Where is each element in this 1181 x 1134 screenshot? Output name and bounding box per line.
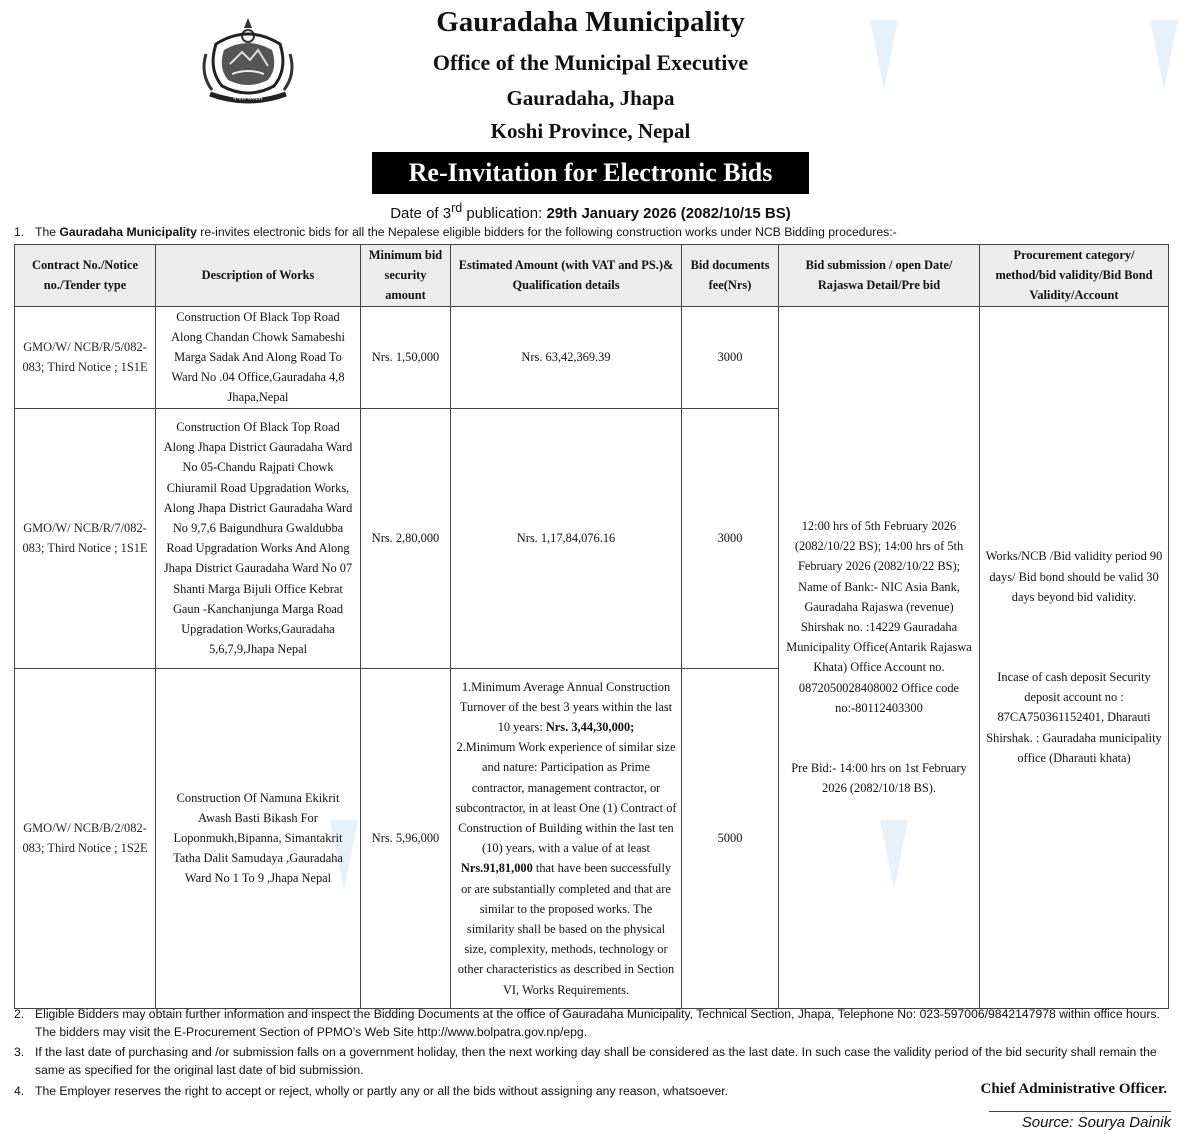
note-text: The Employer reserves the right to accept or reject, wholly or partly any or all the bids without assigning any reason, whatsoever. — [35, 1084, 728, 1098]
header-category: Procurement category/ method/bid validity/Bid Bond Validity/Account — [980, 245, 1169, 307]
publication-sup: rd — [451, 201, 463, 215]
header-security: Minimum bid security amount — [361, 245, 451, 307]
contract-cell: GMO/W/ NCB/R/7/082-083; Third Notice ; 1S1E — [15, 408, 156, 668]
description-cell: Construction Of Namuna Ekikrit Awash Basti Bikash For Loponmukh,Bipanna, Simantakrit Tatha Dalit Samudaya ,Gauradaha Ward No 1 To 9 ,Jhapa Nepal — [156, 668, 361, 1008]
publication-prefix: Date of 3 — [390, 205, 452, 222]
category-deposit: Incase of cash deposit Security deposit account no : 87CA750361152401, Dharauti Shirshak. : Gauradaha municipality office (Dharauti khata) — [986, 669, 1162, 765]
security-cell: Nrs. 1,50,000 — [361, 306, 451, 408]
qual-2c: that have been successfully or are substantially completed and that are similar to the proposed works. The similarity shall be based on the physical size, complexity, methods, technology or other characteristics as described in Section VI, Works Requirements. — [457, 861, 675, 997]
category-gap — [984, 607, 1164, 627]
source-credit: Source: Sourya Dainik — [989, 1111, 1171, 1131]
table-row — [15, 306, 1169, 408]
fee-cell: 5000 — [682, 668, 779, 1008]
contract-cell: GMO/W/ NCB/B/2/082-083; Third Notice ; 1S2E — [15, 668, 156, 1008]
publication-mid: publication: — [462, 205, 547, 222]
qual-2a: 2.Minimum Work experience of similar size and nature: Participation as Prime contractor, management contractor, or subcontractor, in at least One (1) Contract of Construction of Building within the last ten (10) years, with a value of at least — [455, 740, 677, 856]
table-header-row — [15, 245, 1169, 307]
description-cell: Construction Of Black Top Road Along Chandan Chowk Samabeshi Marga Sadak And Along Road To Ward No .04 Office,Gauradaha 4,8 Jhapa,Nepal — [156, 306, 361, 408]
intro-number: 1. — [14, 225, 25, 239]
location-line: Gauradaha, Jhapa — [506, 86, 675, 110]
prebid-details: Pre Bid:- 14:00 hrs on 1st February 2026 (2082/10/18 BS). — [791, 760, 967, 796]
note-number: 4. — [14, 1084, 25, 1098]
publication-date-line — [0, 201, 1181, 222]
note-text: Eligible Bidders may obtain further information and inspect the Bidding Documents at the office of Gauradaha Municipality, Technical Section, Jhapa, Telephone No: 023-597006/9842147978 within office hours. The bidders may visit the E-Procurement Section of PPMO’s Web Site http://www.bolpatra.gov.np/epg. — [35, 1007, 1160, 1039]
qual-2b: Nrs.91,81,000 — [460, 861, 533, 876]
category-gap — [984, 647, 1164, 667]
submission-gap — [783, 718, 975, 738]
header-fee: Bid documents fee(Nrs) — [682, 245, 779, 307]
province-line: Koshi Province, Nepal — [490, 119, 691, 143]
submission-gap — [783, 738, 975, 758]
qual-1b: Nrs. 3,44,30,000; — [545, 719, 635, 734]
publication-date: 29th January 2026 (2082/10/15 BS) — [546, 205, 791, 222]
security-cell: Nrs. 5,96,000 — [361, 668, 451, 1008]
security-cell: Nrs. 2,80,000 — [361, 408, 451, 668]
intro-paragraph — [14, 223, 1172, 241]
note-number: 3. — [14, 1045, 25, 1059]
signature: Chief Administrative Officer. — [980, 1081, 1167, 1097]
header-submission: Bid submission / open Date/ Rajaswa Detail/Pre bid — [779, 245, 980, 307]
qualification-cell — [451, 668, 682, 1008]
submission-details: 12:00 hrs of 5th February 2026 (2082/10/22 BS); 14:00 hrs of 5th February 2026 (2082/10/22 BS); Name of Bank:- NIC Asia Bank, Gauradaha Rajaswa (revenue) Shirshak no. :14229 Gauradaha Municipality Office(Antarik Rajaswa Khata) Office Account no. 0872050028408002 Office code no:-80112403300 — [786, 518, 972, 715]
contract-cell: GMO/W/ NCB/R/5/082-083; Third Notice ; 1S1E — [15, 306, 156, 408]
note-text: If the last date of purchasing and /or submission falls on a government holiday, then the next working day shall be considered as the last date. In such case the validity period of the bid security shall remain the same as specified for the original last date of bid submission. — [35, 1045, 1157, 1077]
intro-municipality: Gauradaha Municipality — [59, 225, 197, 239]
note-number: 2. — [14, 1007, 25, 1021]
submission-cell — [779, 306, 980, 1008]
note-paragraph — [14, 1005, 1172, 1041]
header-description: Description of Works — [156, 245, 361, 307]
category-validity: Works/NCB /Bid validity period 90 days/ Bid bond should be valid 30 days beyond bid validity. — [985, 549, 1163, 604]
fee-cell: 3000 — [682, 306, 779, 408]
municipality-title: Gauradaha Municipality — [436, 6, 745, 38]
category-cell — [980, 306, 1169, 1008]
note-paragraph — [14, 1043, 1172, 1079]
estimate-cell: Nrs. 63,42,369.39 — [451, 306, 682, 408]
notice-banner: Re-Invitation for Electronic Bids — [372, 152, 809, 194]
estimate-cell: Nrs. 1,17,84,076.16 — [451, 408, 682, 668]
fee-cell: 3000 — [682, 408, 779, 668]
note-paragraph — [14, 1082, 944, 1100]
office-name: Office of the Municipal Executive — [432, 50, 749, 75]
header-estimate: Estimated Amount (with VAT and PS.)& Qualification details — [451, 245, 682, 307]
intro-after: re-invites electronic bids for all the Nepalese eligible bidders for the following construction works under NCB Bidding procedures:- — [196, 225, 897, 239]
bids-table — [14, 244, 1169, 1009]
qual-1a: 1.Minimum Average Annual Construction Turnover of the best 3 years within the last 10 years: — [459, 679, 673, 734]
header-contract: Contract No./Notice no./Tender type — [15, 245, 156, 307]
emblem-caption: नेपाल सरकार — [233, 95, 263, 102]
category-gap — [984, 627, 1164, 647]
description-cell: Construction Of Black Top Road Along Jhapa District Gauradaha Ward No 05-Chandu Rajpati Chowk Chiuramil Road Upgradation Works, Along Jhapa District Gauradaha Ward No 9,7,6 Baigundhura Gwaldubba Road Upgradation Works And Along Jhapa District Gauradaha Ward No 07 Shanti Marga Bijuli Office Kebrat Gaun -Kanchanjunga Marga Road Upgradation Works,Gauradaha 5,6,7,9,Jhapa Nepal — [156, 408, 361, 668]
intro-before: The — [35, 225, 60, 239]
